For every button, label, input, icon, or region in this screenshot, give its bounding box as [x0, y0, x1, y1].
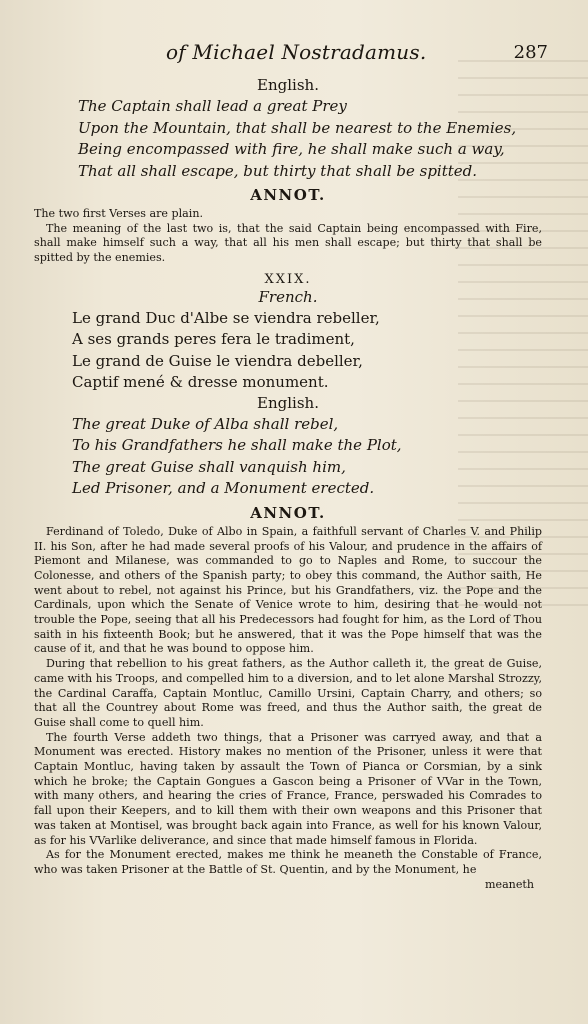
verse-line: A ses grands peres fera le tradiment,	[72, 330, 355, 349]
french-verse	[34, 308, 542, 394]
verse-line: Being encompassed with fire, he shall make such a way,	[78, 140, 505, 158]
annotation-text	[34, 207, 542, 266]
french-heading: French.	[258, 287, 318, 306]
catchword: meaneth	[484, 877, 534, 891]
annot-heading: ANNOT.	[250, 186, 326, 204]
verse-line: The great Guise shall vanquish him,	[72, 457, 346, 476]
verse-line: The great Duke of Alba shall rebel,	[72, 414, 339, 433]
english-verse	[34, 414, 542, 500]
quatrain-number: XXIX.	[264, 271, 312, 287]
verse-line: Led Prisoner, and a Monument erected.	[72, 479, 375, 498]
verse-line: Upon the Mountain, that shall be nearest to the Enemies,	[78, 118, 517, 137]
page-header	[0, 40, 588, 70]
running-title: of Michael Nostradamus.	[166, 40, 427, 64]
verse-line: Le grand de Guise le viendra debeller,	[72, 351, 363, 370]
annotation-paragraph: During that rebellion to his great fathers, as the Author calleth it, the great de Guise, came with his Troops, and compelled him to a diversion, and to let alone Marshal Strozzy, the Cardinal Caraffa, Captain Montluc, Camillo Ursini, Captain Charry, and others; so that all the Countrey about Rome was freed, and thus the Author saith, the great de Guise shall come to quell him.	[34, 657, 542, 729]
page-number: 287	[513, 42, 548, 63]
english-heading: English.	[257, 393, 319, 412]
verse-line: To his Grandfathers he shall make the Plot,	[72, 436, 402, 455]
verse-line: Le grand Duc d'Albe se viendra rebeller,	[72, 308, 380, 327]
annot-heading: ANNOT.	[250, 503, 326, 522]
annotation-text	[34, 525, 542, 878]
verse-line: Captif mené & dresse monument.	[72, 373, 329, 392]
annotation-paragraph: The fourth Verse addeth two things, that a Prisoner was carryed away, and that a Monument was erected. History makes no mention of the Prisoner, unless it were that Captain Montluc, having taken by assault the Town of Pianca or Corsmian, by a sink which he broke; the Captain Gongues a Gascon being a Prisoner of VVar in the Town, with many others, and hearing the cries of France, France, perswaded his Comrades to fall upon their Keepers, and to kill them with their own weapons and this Prisoner that was taken at Montisel, was brought back again into France, as well for his known Valour, as for his VVarlike deliverance, and since that made himself famous in Florida.	[34, 730, 542, 847]
annotation-paragraph: As for the Monument erected, makes me think he meaneth the Constable of France, who was taken Prisoner at the Battle of St. Quentin, and by the Monument, he	[34, 848, 542, 876]
annotation-paragraph: The two first Verses are plain.	[34, 207, 204, 220]
page-body	[34, 76, 542, 892]
english-verse	[34, 96, 542, 182]
annotation-paragraph: Ferdinand of Toledo, Duke of Albo in Spain, a faithfull servant of Charles V. and Philip II. his Son, after he had made several proofs of his Valour, and prudence in the affairs of Piemont and Milanese, was commanded to go to Naples and Rome, to succour the Colonesse, and others of the Spanish party; to obey this command, the Author saith, He went about to rebel, not against his Prince, but his Grandfathers, viz. the Pope and the Cardinals, upon which the Senate of Venice wrote to him, desiring that he would not trouble the Pope, seeing that all his Predecessors had fought for him, as the Lord of Thou saith in his fixteenth Book; but he answered, that it was the Pope himself that was the cause of it, and that he was bound to oppose him.	[34, 524, 542, 656]
verse-line: The Captain shall lead a great Prey	[78, 97, 347, 115]
annotation-paragraph: The meaning of the last two is, that the said Captain being encompassed with Fire, shall make himself such a way, that all his men shall escape; but thirty that shall be spitted by the enemies.	[34, 221, 542, 265]
verse-line: That all shall escape, but thirty that shall be spitted.	[78, 161, 478, 180]
english-heading: English.	[257, 76, 319, 94]
